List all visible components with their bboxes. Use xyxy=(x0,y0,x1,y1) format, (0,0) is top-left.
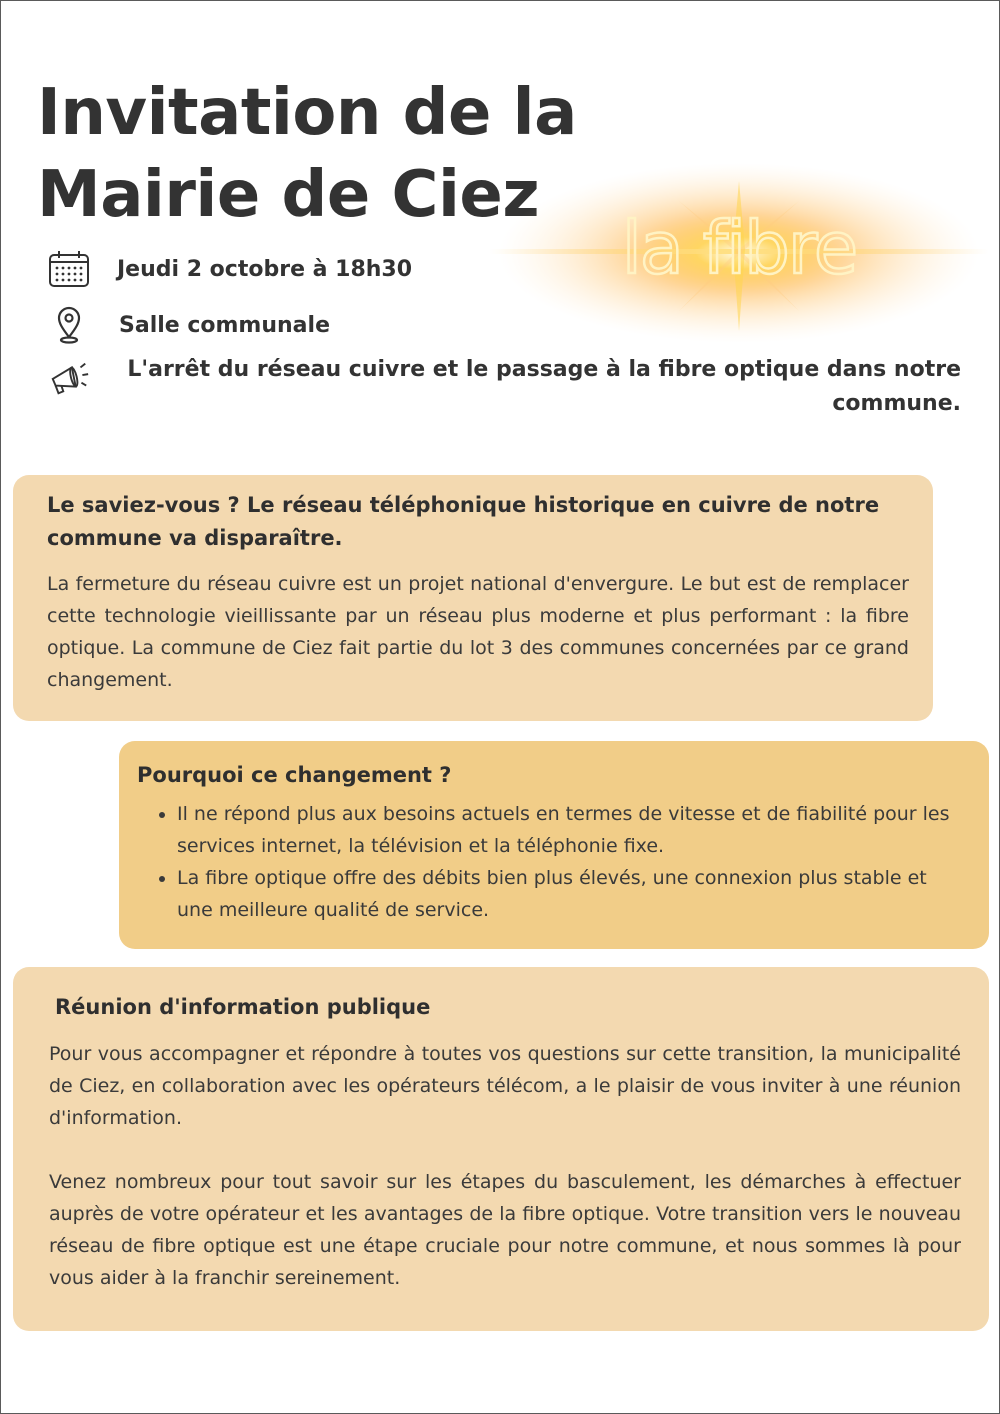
event-date-row xyxy=(47,247,412,291)
why-change-heading: Pourquoi ce changement ? xyxy=(137,763,452,787)
list-item: • La fibre optique offre des débits bien plus élevés, une connexion plus stable et une meilleure qualité de service. xyxy=(177,862,965,926)
event-topic: L'arrêt du réseau cuivre et le passage à la fibre optique dans notre commune. xyxy=(127,357,961,416)
public-meeting-paragraph-2: Venez nombreux pour tout savoir sur les étapes du basculement, les démarches à effectuer auprès de votre opérateur et les avantages de la fibre optique. Votre transition vers le nouveau réseau de fibre optique est une étape cruciale pour notre commune, et nous sommes là pour vous aider à la franchir sereinement. xyxy=(49,1171,961,1289)
title-line-1: Invitation de la xyxy=(37,75,577,150)
calendar-icon xyxy=(47,247,91,291)
megaphone-icon xyxy=(47,355,91,399)
did-you-know-text: La fermeture du réseau cuivre est un projet national d'envergure. Le but est de remplacer cette technologie vieillissante par un réseau plus moderne et plus performant : la fibre optique. La commune de Ciez fait partie du lot 3 des communes concernées par ce grand changement. xyxy=(47,573,909,691)
did-you-know-heading: Le saviez-vous ? Le réseau téléphonique historique en cuivre de notre commune va disparaître. xyxy=(47,493,880,550)
location-pin-icon xyxy=(47,303,91,347)
event-date: Jeudi 2 octobre à 18h30 xyxy=(117,256,413,282)
title-line-2: Mairie de Ciez xyxy=(37,157,540,232)
list-item: • Il ne répond plus aux besoins actuels en termes de vitesse et de fiabilité pour les services internet, la télévision et la téléphonie fixe. xyxy=(177,798,965,862)
public-meeting-section xyxy=(13,967,989,1331)
why-change-list xyxy=(137,798,965,926)
la-fibre-logo xyxy=(489,161,989,351)
event-topic-row xyxy=(47,353,961,421)
did-you-know-section xyxy=(13,475,933,721)
event-place-row xyxy=(47,303,330,347)
logo-text: la fibre xyxy=(621,206,857,290)
why-change-section xyxy=(119,741,989,949)
public-meeting-paragraph-1: Pour vous accompagner et répondre à toutes vos questions sur cette transition, la municipalité de Ciez, en collaboration avec les opérateurs télécom, a le plaisir de vous inviter à une réunion d'information. xyxy=(49,1043,961,1129)
public-meeting-heading: Réunion d'information publique xyxy=(55,995,431,1019)
event-place: Salle communale xyxy=(119,312,330,338)
